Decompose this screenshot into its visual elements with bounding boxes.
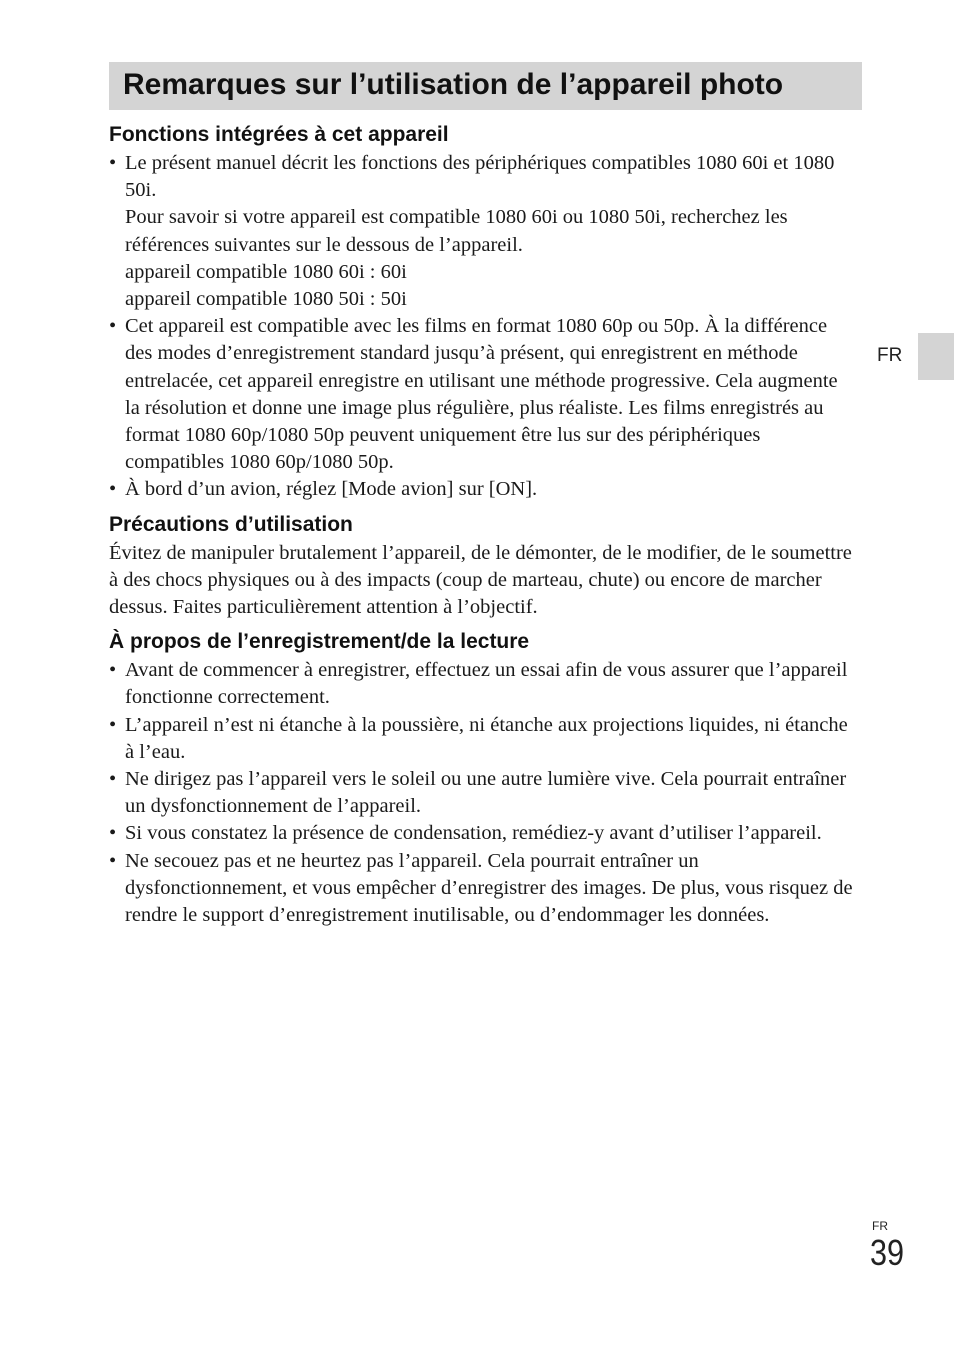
list-item: [109, 848, 854, 930]
list-item: [109, 150, 854, 313]
section-paragraph: Évitez de manipuler brutalement l’appareil, de le démonter, de le modifier, de le soumettre à des chocs physiques ou à des impacts (coup de marteau, chute) ou encore de marcher dessus. Faites particulièrement attention à l’objectif.: [109, 541, 852, 619]
bullet-list: [109, 657, 854, 929]
section-heading: Fonctions intégrées à cet appareil: [109, 123, 449, 146]
list-item: [109, 657, 854, 711]
list-item-text: Le présent manuel décrit les fonctions des périphériques compatibles 1080 60i et 1080 50i.: [125, 152, 835, 202]
bullet-icon: •: [109, 152, 117, 174]
section-heading: À propos de l’enregistrement/de la lecture: [109, 630, 530, 654]
bullet-icon: •: [109, 478, 117, 501]
list-item: [109, 476, 854, 503]
bullet-icon: •: [109, 315, 117, 338]
page-number: 39: [870, 1232, 905, 1273]
list-item: [109, 820, 854, 847]
list-item-text: L’appareil n’est ni étanche à la poussière, ni étanche aux projections liquides, ni étanche à l’eau.: [125, 713, 848, 763]
list-item: [109, 766, 854, 820]
footer-lang-label: FR: [872, 1219, 888, 1233]
page-title: Remarques sur l’utilisation de l’appareil photo: [123, 68, 784, 101]
bullet-icon: •: [109, 822, 117, 845]
bullet-list: [109, 150, 854, 504]
section-fonctions: [109, 120, 854, 504]
list-item-text: appareil compatible 1080 60i : 60i: [125, 260, 407, 283]
list-item: [109, 712, 854, 766]
side-tab-marker: [918, 333, 954, 380]
page-title-bar: [109, 62, 862, 110]
list-item: [109, 313, 854, 476]
bullet-icon: •: [109, 713, 117, 736]
page-content: [109, 120, 854, 935]
section-enregistrement: [109, 627, 854, 929]
list-item-text: Avant de commencer à enregistrer, effectuez un essai afin de vous assurer que l’appareil fonctionne correctement.: [125, 659, 848, 709]
bullet-icon: •: [109, 659, 117, 682]
bullet-icon: •: [109, 849, 117, 872]
list-item-text: appareil compatible 1080 50i : 50i: [125, 288, 407, 311]
section-precautions: [109, 510, 854, 622]
bullet-icon: •: [109, 768, 117, 791]
list-item-text: Cet appareil est compatible avec les films en format 1080 60p ou 50p. À la différence des modes d’enregistrement standard jusqu’à présent, qui enregistrent en méthode entrelacée, cet appareil enregistre en utilisant une méthode progressive. Cela augmente la résolution et donne une image plus régulière, plus réaliste. Les films enregistrés au format 1080 60p/1080 50p peuvent uniquement être lus sur des périphériques compatibles 1080 60p/1080 50p.: [125, 315, 838, 474]
list-item-text: Ne dirigez pas l’appareil vers le soleil ou une autre lumière vive. Cela pourrait entraîner un dysfonctionnement de l’appareil.: [125, 768, 847, 818]
list-item-text: Pour savoir si votre appareil est compatible 1080 60i ou 1080 50i, recherchez les références suivantes sur le dessous de l’appareil.: [125, 206, 788, 256]
list-item-text: À bord d’un avion, réglez [Mode avion] sur [ON].: [125, 478, 538, 501]
section-heading: Précautions d’utilisation: [109, 512, 353, 536]
list-item-text: Si vous constatez la présence de condensation, remédiez-y avant d’utiliser l’appareil.: [125, 822, 822, 845]
list-item-text: Ne secouez pas et ne heurtez pas l’appareil. Cela pourrait entraîner un dysfonctionnement, et vous empêcher d’enregistrer des images. De plus, vous risquez de rendre le support d’enregistrement inutilisable, ou d’endommager les données.: [125, 849, 853, 927]
side-tab-label: FR: [877, 345, 903, 366]
